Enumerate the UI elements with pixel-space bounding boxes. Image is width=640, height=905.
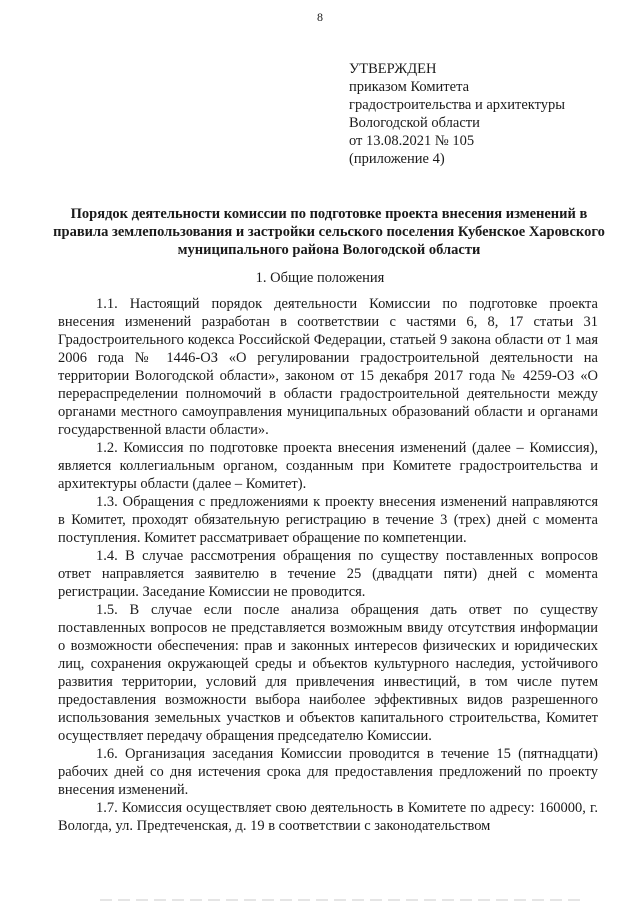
section-heading: 1. Общие положения: [255, 270, 385, 286]
approval-line: УТВЕРЖДЕН: [349, 61, 437, 77]
scan-edge-artifact: [100, 899, 580, 901]
paragraph-1-6: 1.6. Организация заседания Комиссии проводится в течение 15 (пятнадцати) рабочих дней со дня истечения срока для предоставления предложений по проекту внесения изменений.: [58, 746, 598, 798]
page-number: 8: [317, 10, 323, 24]
document-title: Порядок деятельности комиссии по подготовке проекта внесения изменений в правила землепользования и застройки сельского поселения Кубенское Харовского муниципального района Вологодской области: [53, 206, 605, 258]
paragraph-1-3: 1.3. Обращения с предложениями к проекту внесения изменений направляются в Комитет, проходят обязательную регистрацию в течение 3 (трех) дней с момента поступления. Комитет рассматривает обращение по компетенции.: [58, 494, 598, 546]
document-body: [58, 295, 598, 835]
paragraph-1-4: 1.4. В случае рассмотрения обращения по существу поставленных вопросов ответ направляется заявителю в течение 25 (двадцати пяти) дней с момента регистрации. Заседание Комиссии не проводится.: [58, 548, 598, 600]
paragraph-1-1: 1.1. Настоящий порядок деятельности Комиссии по подготовке проекта внесения изменений разработан в соответствии с частями 6, 8, 17 статьи 31 Градостроительного кодекса Российской Федерации, статьей 9 закона области от 1 мая 2006 года № 1446-ОЗ «О регулировании градостроительной деятельности на территории Вологодской области», законом от 15 декабря 2017 года № 4259-ОЗ «О перераспределении полномочий в области градостроительной деятельности между органами местного самоуправления муниципальных образований области и органами государственной власти области».: [58, 296, 598, 438]
approval-line: Вологодской области: [349, 115, 480, 131]
approval-line: градостроительства и архитектуры: [349, 97, 566, 113]
paragraph-1-5: 1.5. В случае если после анализа обращения дать ответ по существу поставленных вопросов не представляется возможным ввиду отсутствия информации о возможности обеспечения: прав и законных интересов физических и юридических лиц, сохранения окружающей среды и объектов культурного наследия, устойчивого развития территории, условий для привлечения инвестиций, в том числе путем предоставления возможности выбора наиболее эффективных видов разрешенного использования земельных участков и объектов капитального строительства, Комитет осуществляет передачу обращения председателю Комиссии.: [58, 602, 598, 744]
approval-line: приказом Комитета: [349, 79, 470, 95]
approval-stamp: [349, 60, 565, 168]
paragraph-1-7: 1.7. Комиссия осуществляет свою деятельность в Комитете по адресу: 160000, г. Вологда, ул. Предтеченская, д. 19 в соответствии с законодательством: [58, 800, 598, 834]
approval-line: (приложение 4): [349, 151, 445, 167]
approval-line: от 13.08.2021 № 105: [349, 133, 475, 149]
paragraph-1-2: 1.2. Комиссия по подготовке проекта внесения изменений (далее – Комиссия), является коллегиальным органом, созданным при Комитете градостроительства и архитектуры области (далее – Комитет).: [58, 440, 598, 492]
